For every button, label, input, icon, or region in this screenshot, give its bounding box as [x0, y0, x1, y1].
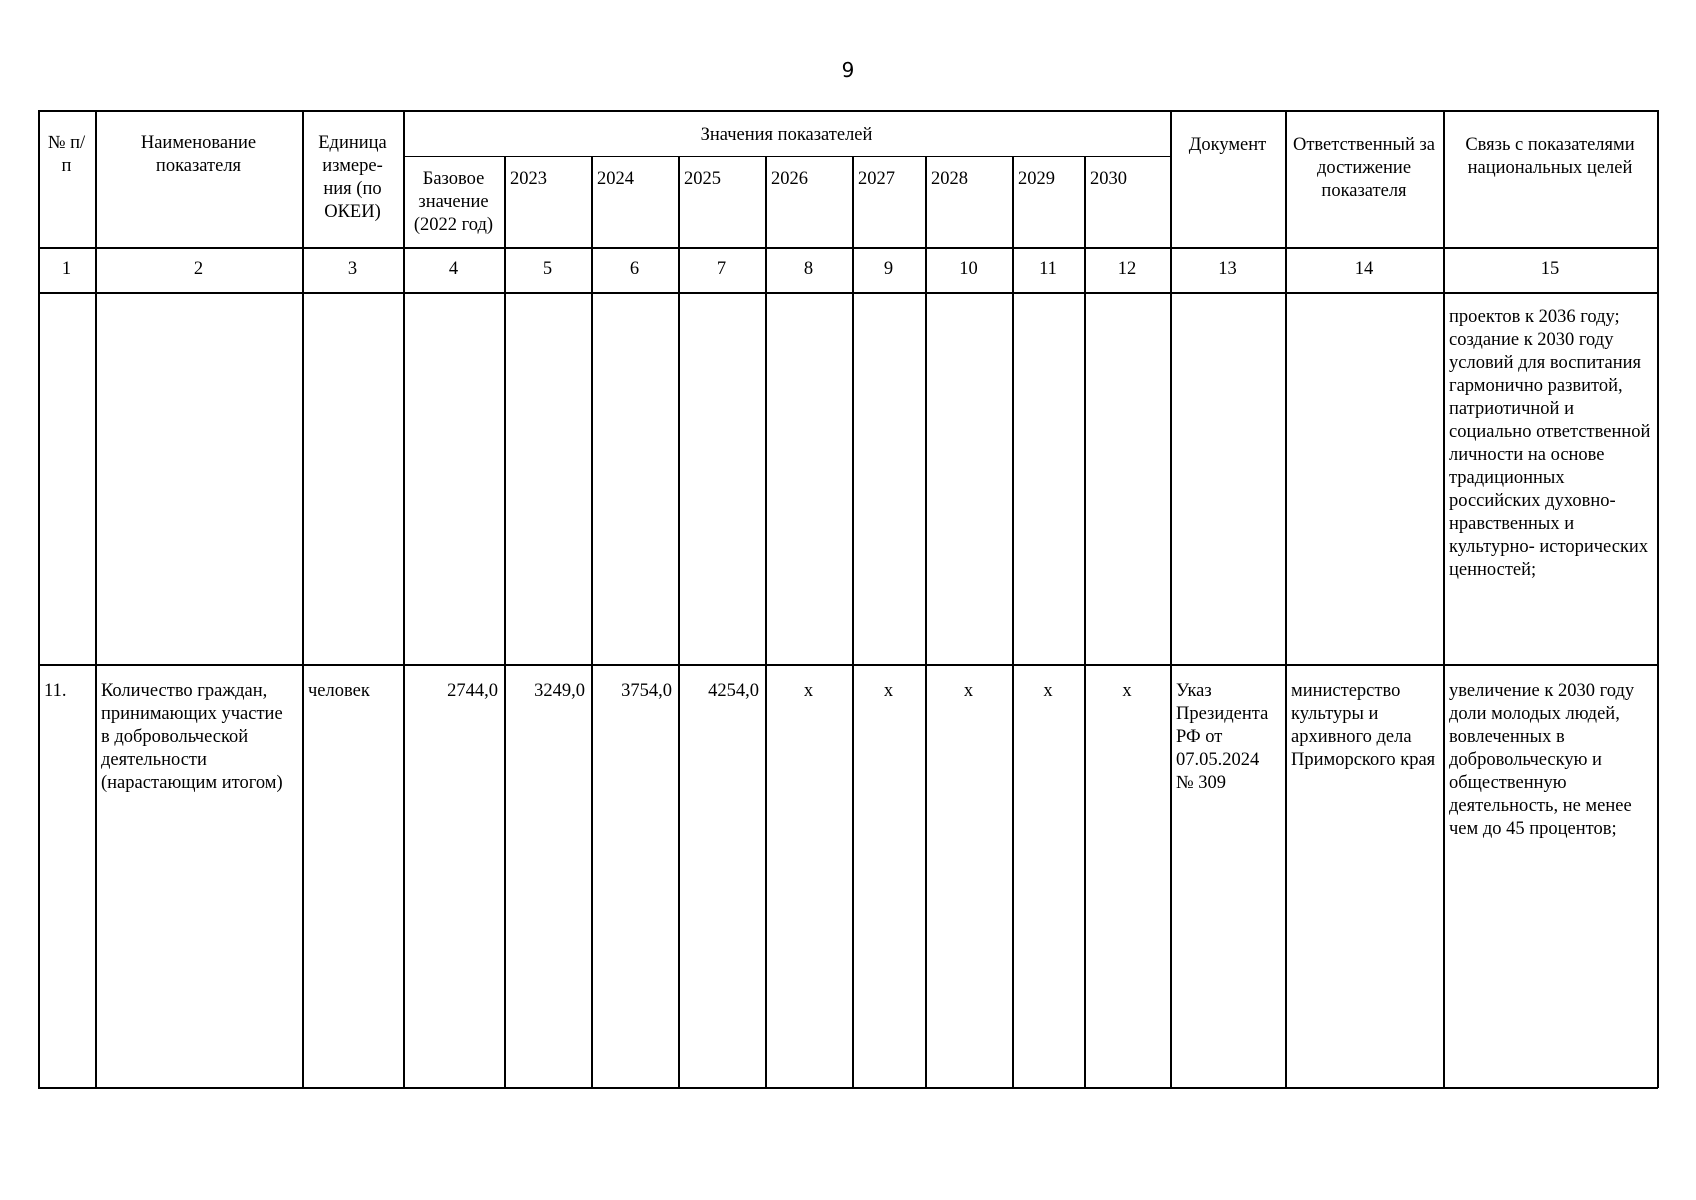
- header-base: Базовое значение (2022 год): [413, 169, 494, 235]
- table-border: [1443, 110, 1445, 1088]
- table-border: [1012, 156, 1014, 1088]
- column-number: 3: [347, 259, 358, 279]
- row-link-text: увеличение к 2030 году доли молодых людей, вовлеченных в добровольческую и общественную деятельность, не менее чем до 45 процентов;: [1449, 681, 1635, 839]
- table-border: [852, 156, 854, 1088]
- page-number: 9: [841, 58, 855, 82]
- table-border: [678, 156, 680, 1088]
- table-border: [591, 156, 593, 1088]
- header-name: Наименование показателя: [140, 133, 257, 176]
- table-border: [38, 247, 1658, 249]
- column-number: 13: [1218, 259, 1237, 279]
- column-number: 8: [803, 259, 814, 279]
- table-border: [1084, 156, 1086, 1088]
- row-document: Указ Президента РФ от 07.05.2024 № 309: [1176, 681, 1269, 793]
- column-number: 2: [193, 259, 204, 279]
- row-value: 4254,0: [708, 681, 759, 701]
- table-border: [95, 110, 97, 1088]
- column-number: 12: [1117, 259, 1137, 279]
- header-year: 2023: [510, 169, 547, 189]
- header-num: № п/п: [47, 133, 86, 176]
- table-border: [38, 664, 1658, 666]
- table-border: [504, 156, 506, 1088]
- table-border: [1170, 110, 1172, 1088]
- row-value: x: [1122, 681, 1132, 701]
- row-number: 11.: [44, 681, 67, 701]
- row-value: 3249,0: [534, 681, 585, 701]
- header-responsible: Ответственный за достижение показателя: [1292, 135, 1435, 201]
- header-year: 2025: [684, 169, 721, 189]
- header-year: 2024: [597, 169, 634, 189]
- column-number: 4: [448, 259, 459, 279]
- column-number: 5: [542, 259, 553, 279]
- table-border: [302, 110, 304, 1088]
- row-value: x: [803, 681, 814, 701]
- table-border: [1657, 110, 1659, 1088]
- row-link-text: проектов к 2036 году; создание к 2030 году условий для воспитания гармонично развитой, патриотичной и социально ответственной личности на основе традиционных российских духовно- нравственных и культурно- исторических ценностей;: [1449, 307, 1651, 580]
- column-number: 15: [1540, 259, 1560, 279]
- table-border: [403, 110, 405, 1088]
- header-link: Связь с показателями национальных целей: [1465, 135, 1635, 178]
- header-year: 2030: [1090, 169, 1127, 189]
- row-value: x: [1043, 681, 1053, 701]
- header-year: 2028: [931, 169, 968, 189]
- column-number: 10: [959, 259, 978, 279]
- header-unit: Единица измере- ния (по ОКЕИ): [318, 133, 387, 222]
- column-number: 1: [61, 259, 72, 279]
- row-value: x: [963, 681, 974, 701]
- row-name: Количество граждан, принимающих участие в добровольческой деятельности (нарастающим итогом): [101, 681, 283, 793]
- table-border: [765, 156, 767, 1088]
- column-number: 9: [883, 259, 894, 279]
- table-border: [1285, 110, 1287, 1088]
- table-border: [403, 156, 1170, 157]
- column-number: 6: [629, 259, 640, 279]
- row-responsible: министерство культуры и архивного дела Приморского края: [1291, 681, 1436, 770]
- table-border: [925, 156, 927, 1088]
- column-number: 11: [1039, 259, 1057, 279]
- row-value: x: [883, 681, 894, 701]
- table-border: [38, 110, 1658, 112]
- row-unit: человек: [308, 681, 370, 701]
- table-border: [38, 110, 40, 1088]
- row-value: 3754,0: [621, 681, 672, 701]
- header-values-group: Значения показателей: [700, 125, 873, 145]
- header-year: 2026: [771, 169, 808, 189]
- table-border: [38, 292, 1658, 294]
- header-year: 2027: [858, 169, 895, 189]
- header-year: 2029: [1018, 169, 1055, 189]
- table-border: [38, 1087, 1658, 1089]
- row-value: 2744,0: [447, 681, 498, 701]
- column-number: 7: [716, 259, 727, 279]
- header-document: Документ: [1188, 135, 1267, 155]
- column-number: 14: [1354, 259, 1374, 279]
